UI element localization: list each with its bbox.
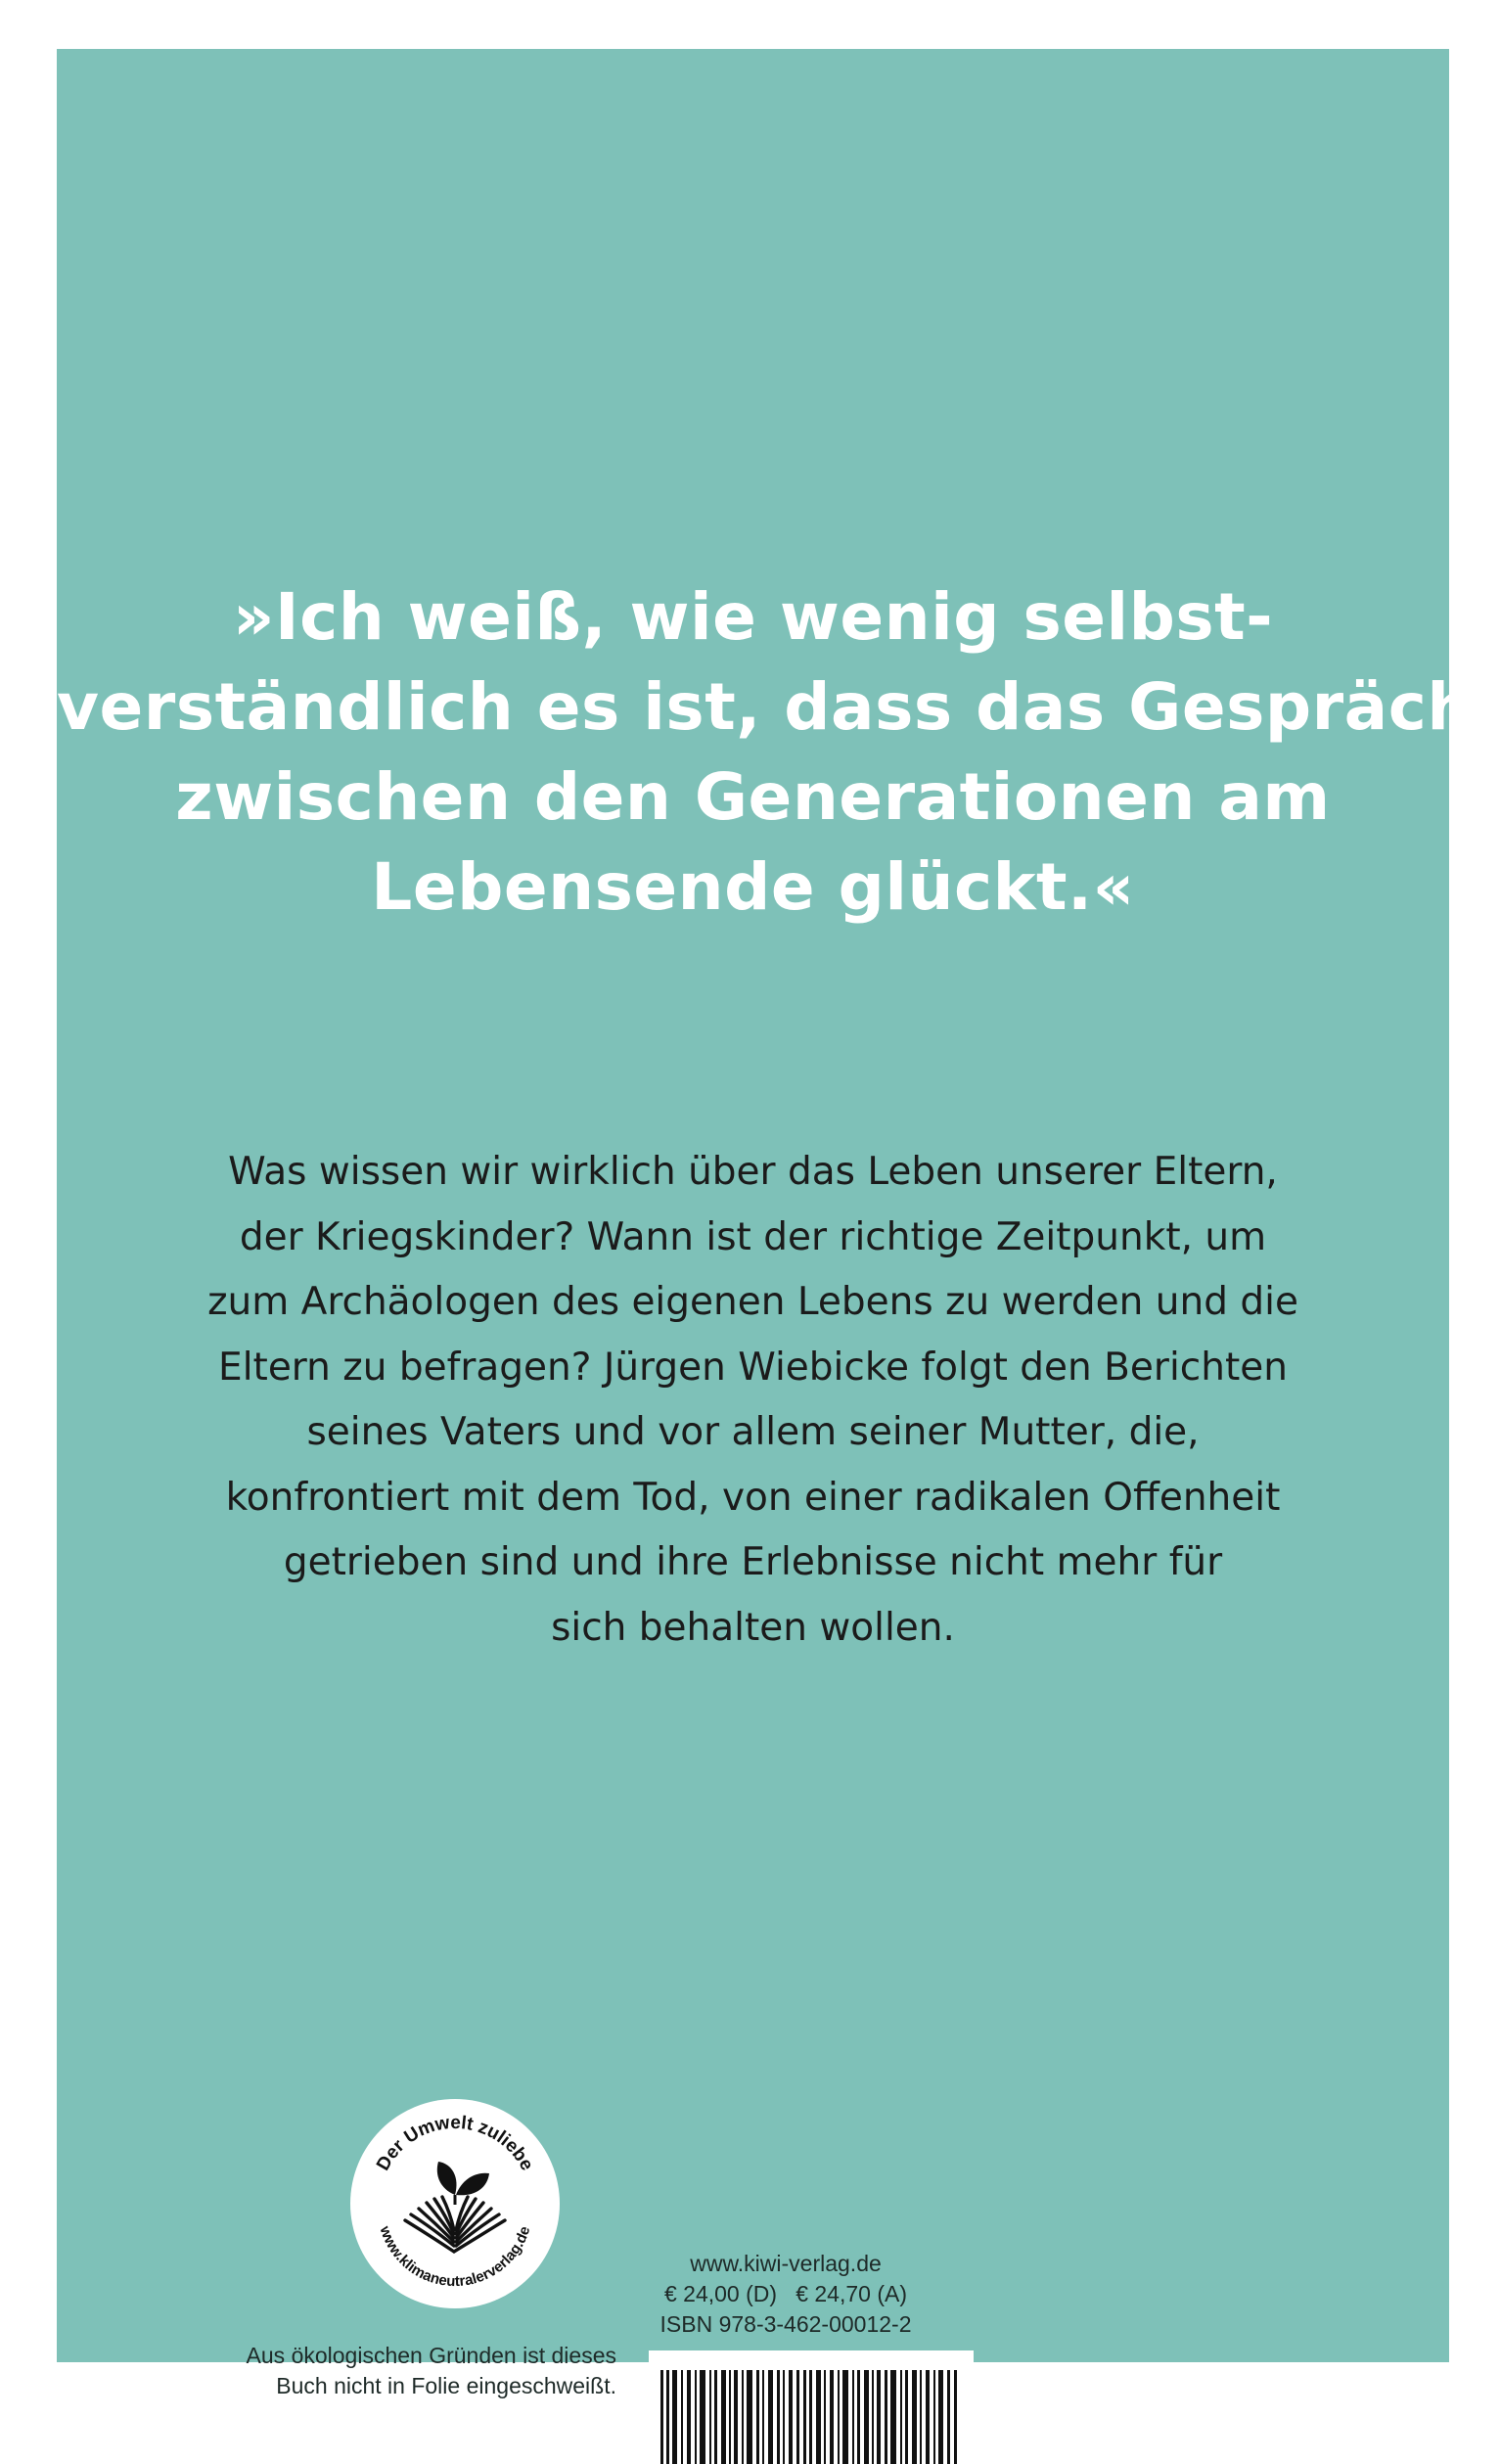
blurb-line: der Kriegskinder? Wann ist der richtige Zeitpunkt, um <box>239 1214 1267 1259</box>
isbn-label: ISBN 978-3-462-00012-2 <box>659 2311 912 2337</box>
quote-line: »Ich weiß, wie wenig selbst- <box>232 579 1274 655</box>
leaf-icon <box>437 2162 489 2205</box>
blurb-line: getrieben sind und ihre Erlebnisse nicht mehr für <box>283 1540 1223 1584</box>
blurb-line: konfrontiert mit dem Tod, von einer radikalen Offenheit <box>225 1475 1281 1520</box>
seal-bottom-text: www.klimaneutralerverlag.de <box>376 2223 534 2291</box>
publisher-info <box>624 2249 947 2340</box>
price-label: € 24,00 (D) € 24,70 (A) <box>663 2281 907 2306</box>
blurb-line: seines Vaters und vor allem seiner Mutter, die, <box>306 1410 1200 1454</box>
eco-seal-graphic <box>350 2099 560 2308</box>
quote-line: zwischen den Generationen am <box>175 759 1331 835</box>
svg-text:Der Umwelt zuliebe <box>373 2113 537 2174</box>
barcode-graphic <box>660 2370 962 2464</box>
blurb-line: Was wissen wir wirklich über das Leben unserer Eltern, <box>228 1150 1278 1194</box>
open-book-icon <box>405 2197 505 2252</box>
eco-seal <box>350 2099 560 2308</box>
eco-note-line: Aus ökologischen Gründen ist dieses <box>246 2343 616 2368</box>
back-cover-panel <box>57 49 1474 2398</box>
eco-packaging-note <box>176 2341 616 2401</box>
blurb-line: zum Archäologen des eigenen Lebens zu werden und die <box>207 1280 1298 1324</box>
barcode <box>649 2350 974 2464</box>
blurb-line: sich behalten wollen. <box>551 1605 955 1650</box>
book-blurb <box>57 1140 1449 1661</box>
quote-line: verständlich es ist, dass das Gespräch <box>57 669 1474 745</box>
blurb-line: Eltern zu befragen? Jürgen Wiebicke folgt den Berichten <box>218 1345 1288 1390</box>
seal-top-text: Der Umwelt zuliebe <box>373 2112 537 2174</box>
quote-line: Lebensende glückt.« <box>371 849 1135 925</box>
eco-note-line: Buch nicht in Folie eingeschweißt. <box>276 2373 616 2398</box>
publisher-website: www.kiwi-verlag.de <box>690 2251 882 2276</box>
pull-quote <box>57 572 1474 933</box>
